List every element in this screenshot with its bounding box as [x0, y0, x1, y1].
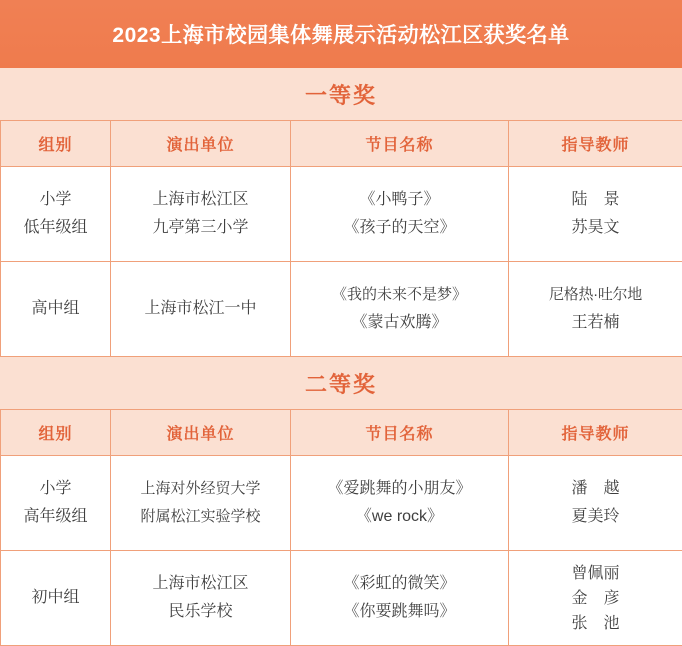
column-header-unit: 演出单位 — [111, 121, 291, 167]
cell-program: 《爱跳舞的小朋友》 《we rock》 — [291, 456, 509, 551]
document-title-banner — [0, 0, 682, 68]
cell-program: 《彩虹的微笑》 《你要跳舞吗》 — [291, 551, 509, 646]
cell-unit: 上海市松江区 九亭第三小学 — [111, 167, 291, 262]
cell-unit: 上海市松江区 民乐学校 — [111, 551, 291, 646]
cell-teacher: 潘 越 夏美玲 — [509, 456, 682, 551]
column-header-group: 组别 — [1, 121, 111, 167]
table-header-row — [1, 121, 682, 167]
table-row — [1, 456, 682, 551]
award-table-second-prize — [0, 409, 682, 646]
column-header-program: 节目名称 — [291, 121, 509, 167]
cell-program: 《小鸭子》 《孩子的天空》 — [291, 167, 509, 262]
section-heading-second-prize — [0, 357, 682, 409]
column-header-unit: 演出单位 — [111, 410, 291, 456]
cell-group: 高中组 — [1, 262, 111, 357]
cell-unit: 上海对外经贸大学 附属松江实验学校 — [111, 456, 291, 551]
cell-group: 初中组 — [1, 551, 111, 646]
table-row — [1, 551, 682, 646]
cell-unit: 上海市松江一中 — [111, 262, 291, 357]
column-header-teacher: 指导教师 — [509, 410, 682, 456]
table-header-row — [1, 410, 682, 456]
award-table-first-prize — [0, 120, 682, 357]
section-heading-first-prize — [0, 68, 682, 120]
page-title: 2023上海市校园集体舞展示活动松江区获奖名单 — [112, 19, 569, 49]
column-header-teacher: 指导教师 — [509, 121, 682, 167]
cell-group: 小学 低年级组 — [1, 167, 111, 262]
section-heading-label: 二等奖 — [305, 368, 377, 399]
cell-group: 小学 高年级组 — [1, 456, 111, 551]
table-row — [1, 262, 682, 357]
table-row — [1, 167, 682, 262]
cell-teacher: 陆 景 苏昊文 — [509, 167, 682, 262]
cell-teacher: 尼格热·吐尔地 王若楠 — [509, 262, 682, 357]
section-heading-label: 一等奖 — [305, 79, 377, 110]
column-header-group: 组别 — [1, 410, 111, 456]
cell-program: 《我的未来不是梦》 《蒙古欢腾》 — [291, 262, 509, 357]
cell-teacher: 曾佩丽 金 彦 张 池 — [509, 551, 682, 646]
column-header-program: 节目名称 — [291, 410, 509, 456]
